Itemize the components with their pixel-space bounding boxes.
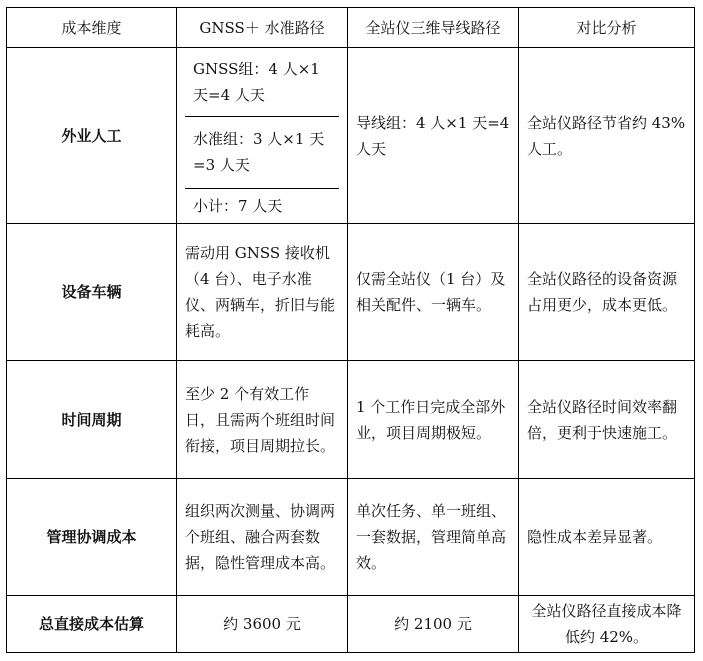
- gnss-cell: 组织两次测量、协调两个班组、融合两套数据，隐性管理成本高。: [177, 479, 348, 596]
- table-row: [7, 596, 695, 653]
- gnss-cell: 需动用 GNSS 接收机（4 台）、电子水准仪、两辆车，折旧与能耗高。: [177, 224, 348, 361]
- leveling-group-text: 水准组：3 人×1 天=3 人天: [185, 116, 339, 188]
- header-cell-analysis: 对比分析: [519, 8, 695, 48]
- gnss-cell: 至少 2 个有效工作日，且需两个班组时间衔接，项目周期拉长。: [177, 361, 348, 479]
- table-row: [7, 479, 695, 596]
- total-station-cell: 导线组：4 人×1 天=4 人天: [348, 48, 519, 224]
- analysis-cell: 隐性成本差异显著。: [519, 479, 695, 596]
- row-label: 设备车辆: [7, 224, 177, 361]
- gnss-cell: [177, 48, 348, 224]
- analysis-cell: 全站仪路径直接成本降低约 42%。: [519, 596, 695, 653]
- table-row: [7, 48, 695, 224]
- gnss-group-text: GNSS组：4 人×1 天=4 人天: [185, 48, 339, 116]
- table-row: [7, 361, 695, 479]
- analysis-cell: 全站仪路径时间效率翻倍，更利于快速施工。: [519, 361, 695, 479]
- header-cell-total-station: 全站仪三维导线路径: [348, 8, 519, 48]
- total-station-cell: 1 个工作日完成全部外业，项目周期极短。: [348, 361, 519, 479]
- header-cell-dimension: 成本维度: [7, 8, 177, 48]
- row-label: 管理协调成本: [7, 479, 177, 596]
- total-station-cell: 单次任务、单一班组、一套数据，管理简单高效。: [348, 479, 519, 596]
- analysis-cell: 全站仪路径的设备资源占用更少，成本更低。: [519, 224, 695, 361]
- cost-comparison-table: [6, 7, 695, 653]
- gnss-subtable: [185, 48, 339, 223]
- header-cell-gnss: GNSS＋ 水准路径: [177, 8, 348, 48]
- subtotal-text: 小计：7 人天: [193, 196, 283, 215]
- table-row: [7, 224, 695, 361]
- header-row: [7, 8, 695, 48]
- row-label: 总直接成本估算: [7, 596, 177, 653]
- row-label: 时间周期: [7, 361, 177, 479]
- total-station-cell: 仅需全站仪（1 台）及相关配件、一辆车。: [348, 224, 519, 361]
- row-label: 外业人工: [7, 48, 177, 224]
- total-station-cell: 约 2100 元: [348, 596, 519, 653]
- analysis-cell: 全站仪路径节省约 43%人工。: [519, 48, 695, 224]
- gnss-cell: 约 3600 元: [177, 596, 348, 653]
